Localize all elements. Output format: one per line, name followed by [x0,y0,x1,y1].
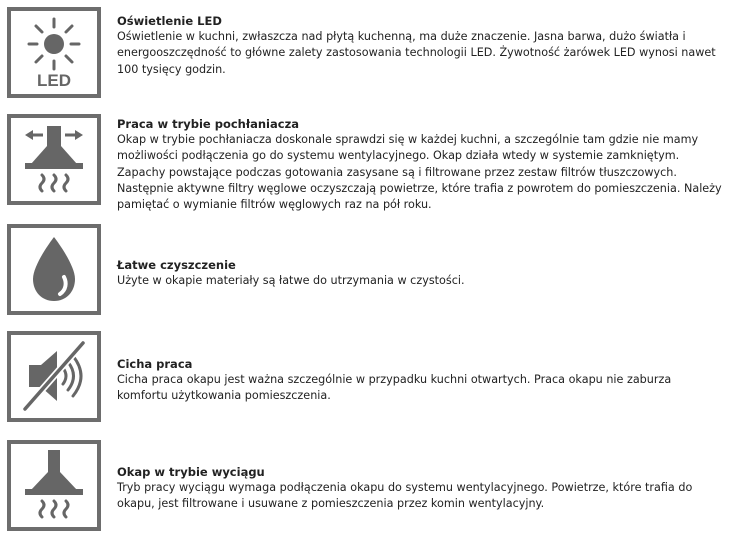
feature-description: Tryb pracy wyciągu wymaga podłączenia okapu do systemu wentylacyjnego. Powietrze, które trafia do okapu, jest filtrowane i usuwane z pomieszczenia przez komin wentylacyjny. [117,481,693,511]
led-icon-label: LED [37,71,71,90]
feature-text-led [117,13,722,78]
feature-text-recirculation [117,116,722,213]
feature-title: Okap w trybie wyciągu [117,465,265,479]
feature-title: Łatwe czyszczenie [117,258,236,272]
feature-text-quiet [117,356,722,405]
feature-text-extraction [117,464,722,513]
feature-description: Cicha praca okapu jest ważna szczególnie w przypadku kuchni otwartych. Praca okapu nie zaburza komfortu użytkowania pomieszczenia. [117,373,672,403]
led-light-icon [7,7,101,98]
water-drop-icon [7,224,101,315]
feature-description: Okap w trybie pochłaniacza doskonale sprawdzi się w każdej kuchni, a szczególnie tam gdzie nie mamy możliwości podłączenia go do systemu wentylacyjnego. Okap działa wtedy w systemie zamkniętym. Zapachy powstające podczas gotowania zasysane są i filtrowane przez zestaw filtrów tłuszczowych. Następnie aktywne filtry węglowe oczyszczają powietrze, które trafia z powrotem do pomieszczenia. Należy pamiętać o wymianie filtrów węglowych raz na pół roku. [117,133,722,212]
hood-extraction-icon [7,440,101,531]
feature-description: Oświetlenie w kuchni, zwłaszcza nad płytą kuchenną, ma duże znaczenie. Jasna barwa, dużo światła i energooszczędność to główne zalety zastosowania technologii LED. Żywotność żarówek LED wynosi nawet 100 tysięcy godzin. [117,30,716,76]
hood-recirculation-icon [7,114,101,205]
feature-title: Cicha praca [117,357,193,371]
muted-speaker-icon [7,331,101,422]
feature-title: Oświetlenie LED [117,14,222,28]
feature-title: Praca w trybie pochłaniacza [117,117,300,131]
feature-description: Użyte w okapie materiały są łatwe do utrzymania w czystości. [117,274,465,288]
feature-text-cleaning [117,257,722,289]
